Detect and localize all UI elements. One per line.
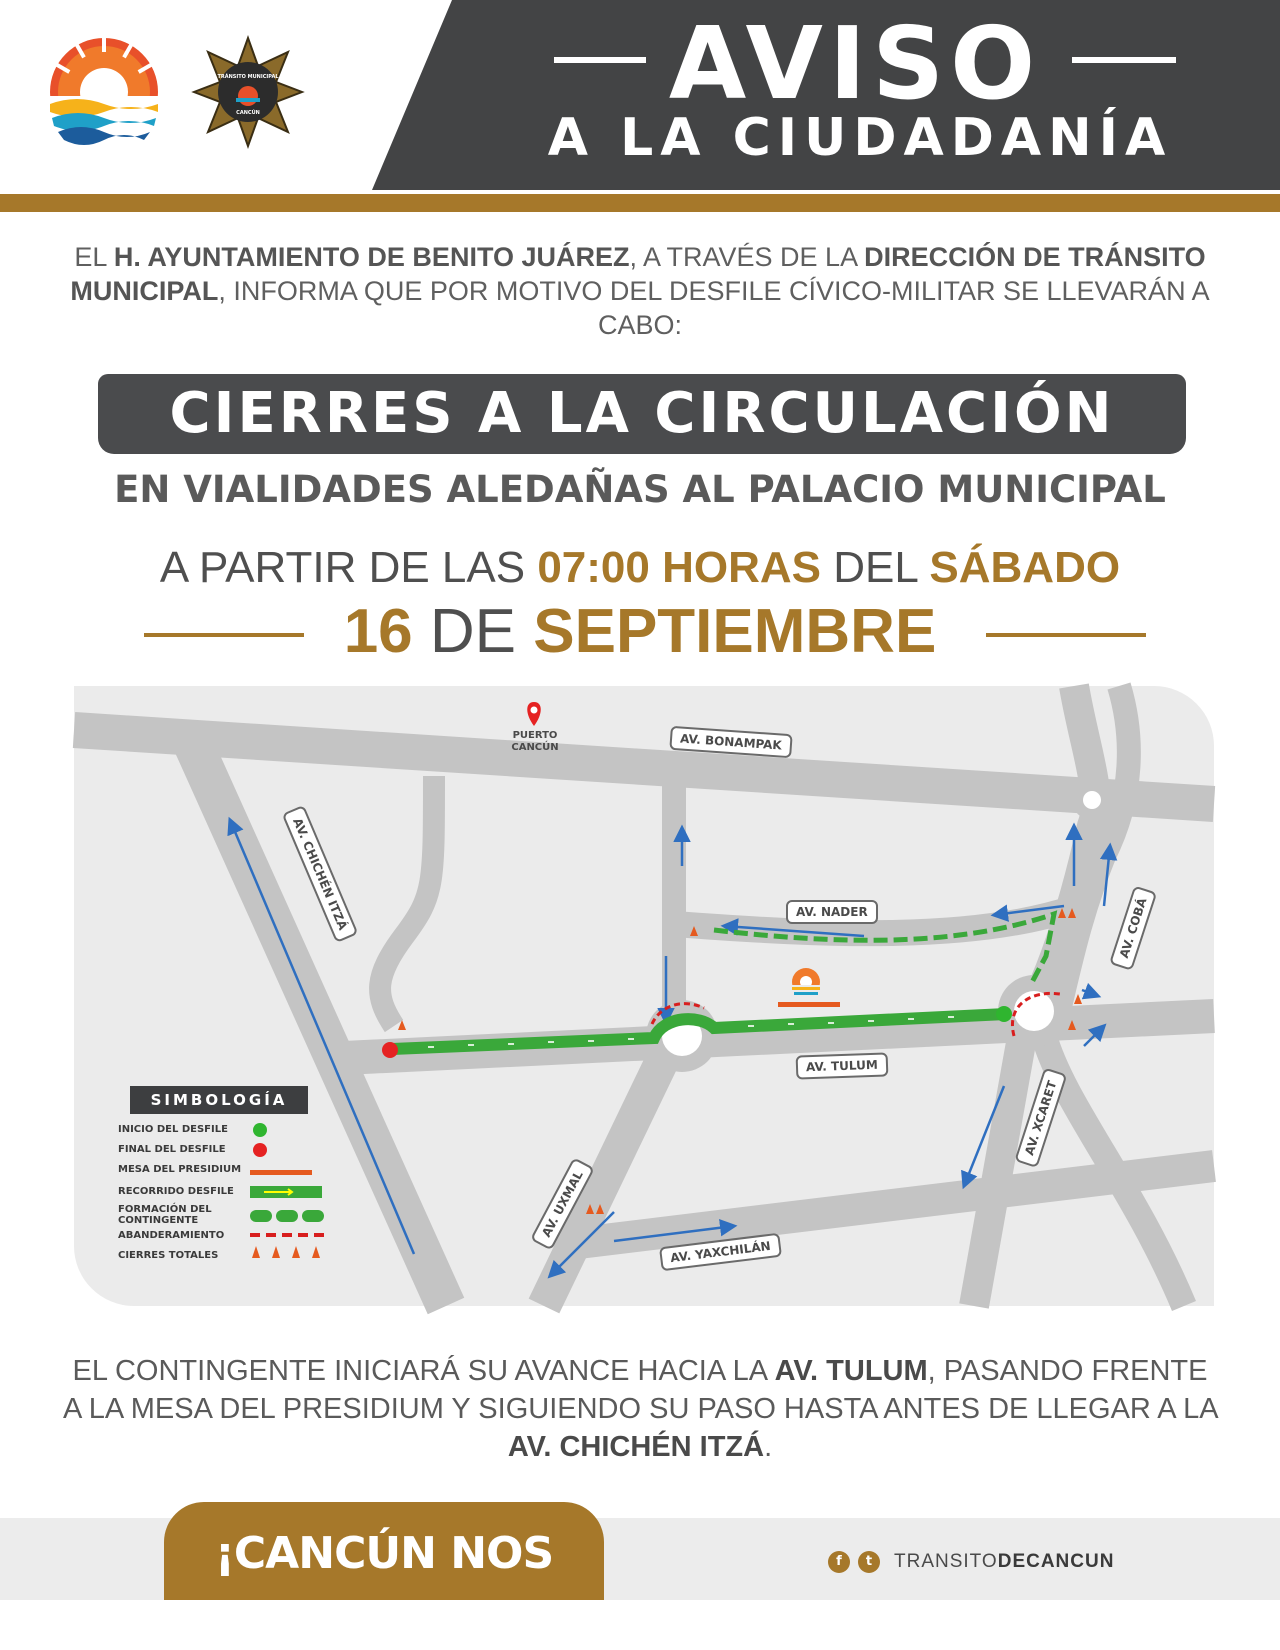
title-right-line (1072, 57, 1176, 63)
road-bonampak (74, 730, 1214, 804)
parade-start-marker (996, 1006, 1012, 1022)
title-left-line (554, 57, 646, 63)
schedule-text: A PARTIR DE LAS (159, 543, 538, 592)
svg-text:CANCÚN: CANCÚN (236, 110, 260, 116)
closures-title: CIERRES A LA CIRCULACIÓN (169, 381, 1115, 446)
twitter-icon[interactable]: t (858, 1551, 880, 1573)
date-right-line (986, 633, 1146, 637)
legend-item: MESA DEL PRESIDIUM (118, 1164, 242, 1175)
schedule-day: SÁBADO (929, 543, 1121, 592)
legend-item: INICIO DEL DESFILE (118, 1124, 228, 1135)
road-xcaret (974, 1026, 1024, 1306)
road-loop (380, 776, 434, 1026)
intro-paragraph (60, 240, 1220, 342)
intro-text: , INFORMA QUE POR MOTIVO DEL DESFILE CÍVICO-MILITAR SE LLEVARÁN A CABO: (218, 276, 1210, 340)
date-number: 16 (343, 597, 413, 666)
date-de: DE (412, 597, 534, 666)
closing-text: . (764, 1431, 773, 1463)
closing-text: , PASANDO FRENTE A LA MESA DEL PRESIDIUM Y SIGUIENDO SU PASO HASTA ANTES DE LLEGAR A LA (63, 1355, 1217, 1425)
closing-av-tulum: AV. TULUM (774, 1355, 928, 1387)
handle-bold: DECANCUN (997, 1551, 1115, 1572)
transito-municipal-badge-icon (192, 36, 304, 148)
street-label-uxmal: AV. UXMAL (530, 1157, 595, 1250)
header-gold-rule (0, 194, 1280, 212)
location-pin-icon (527, 702, 541, 726)
closures-banner (98, 374, 1186, 454)
intro-ayuntamiento: H. AYUNTAMIENTO DE BENITO JUÁREZ (113, 242, 630, 272)
schedule-time: 07:00 HORAS (537, 543, 821, 592)
header (0, 0, 1280, 212)
closing-paragraph (60, 1352, 1220, 1466)
legend-item: ABANDERAMIENTO (118, 1230, 225, 1241)
intro-text: EL (74, 242, 114, 272)
street-label-tulum: AV. TULUM (796, 1052, 889, 1079)
intro-direccion: DIRECCIÓN DE TRÁNSITO MUNICIPAL (70, 242, 1206, 306)
street-label-yaxchilan: AV. YAXCHILÁN (659, 1233, 782, 1272)
page-title: AVISO (668, 5, 1042, 122)
schedule-line (40, 540, 1240, 596)
date-left-line (144, 633, 304, 637)
svg-text:TRÁNSITO MUNICIPAL: TRÁNSITO MUNICIPAL (217, 74, 279, 80)
parade-end-marker (382, 1042, 398, 1058)
street-label-chichen-itza: AV. CHICHÉN ITZÁ (282, 805, 359, 943)
road-uxmal (544, 1036, 674, 1306)
street-label-coba: AV. COBÁ (1109, 885, 1157, 971)
parade-map (74, 686, 1214, 1306)
intro-text: , A TRAVÉS DE LA (629, 242, 865, 272)
legend-item: FORMACIÓN DEL CONTINGENTE (118, 1204, 212, 1226)
schedule-text: DEL (820, 543, 930, 592)
closing-av-chichen: AV. CHICHÉN ITZÁ (507, 1431, 765, 1463)
facebook-icon[interactable]: f (828, 1551, 850, 1573)
cancun-sun-logo-icon (42, 30, 166, 146)
closures-subtitle: EN VIALIDADES ALEDAÑAS AL PALACIO MUNICIPAL (114, 468, 1166, 511)
street-label-nader: AV. NADER (786, 900, 878, 924)
pin-label: PUERTO CANCÚN (511, 730, 559, 753)
presidium-table (778, 1002, 840, 1007)
page-subtitle: A LA CIUDADANÍA (547, 108, 1173, 168)
legend-title: SIMBOLOGÍA (130, 1086, 308, 1114)
street-label-xcaret: AV. XCARET (1014, 1068, 1067, 1168)
presidium-logo-icon (790, 968, 822, 999)
slogan: ¡CANCÚN NOS UNE! (214, 1528, 554, 1643)
handle-light: TRANSITO (894, 1551, 998, 1572)
legend-item: RECORRIDO DESFILE (118, 1186, 234, 1197)
closing-text: EL CONTINGENTE INICIARÁ SU AVANCE HACIA LA (72, 1355, 775, 1387)
schedule-date (310, 596, 970, 668)
street-label-bonampak: AV. BONAMPAK (669, 726, 792, 758)
legend-item: CIERRES TOTALES (118, 1250, 219, 1261)
legend-symbols (250, 1123, 324, 1258)
social-handle[interactable] (894, 1548, 1114, 1576)
date-month: SEPTIEMBRE (533, 597, 937, 666)
legend-item: FINAL DEL DESFILE (118, 1144, 226, 1155)
